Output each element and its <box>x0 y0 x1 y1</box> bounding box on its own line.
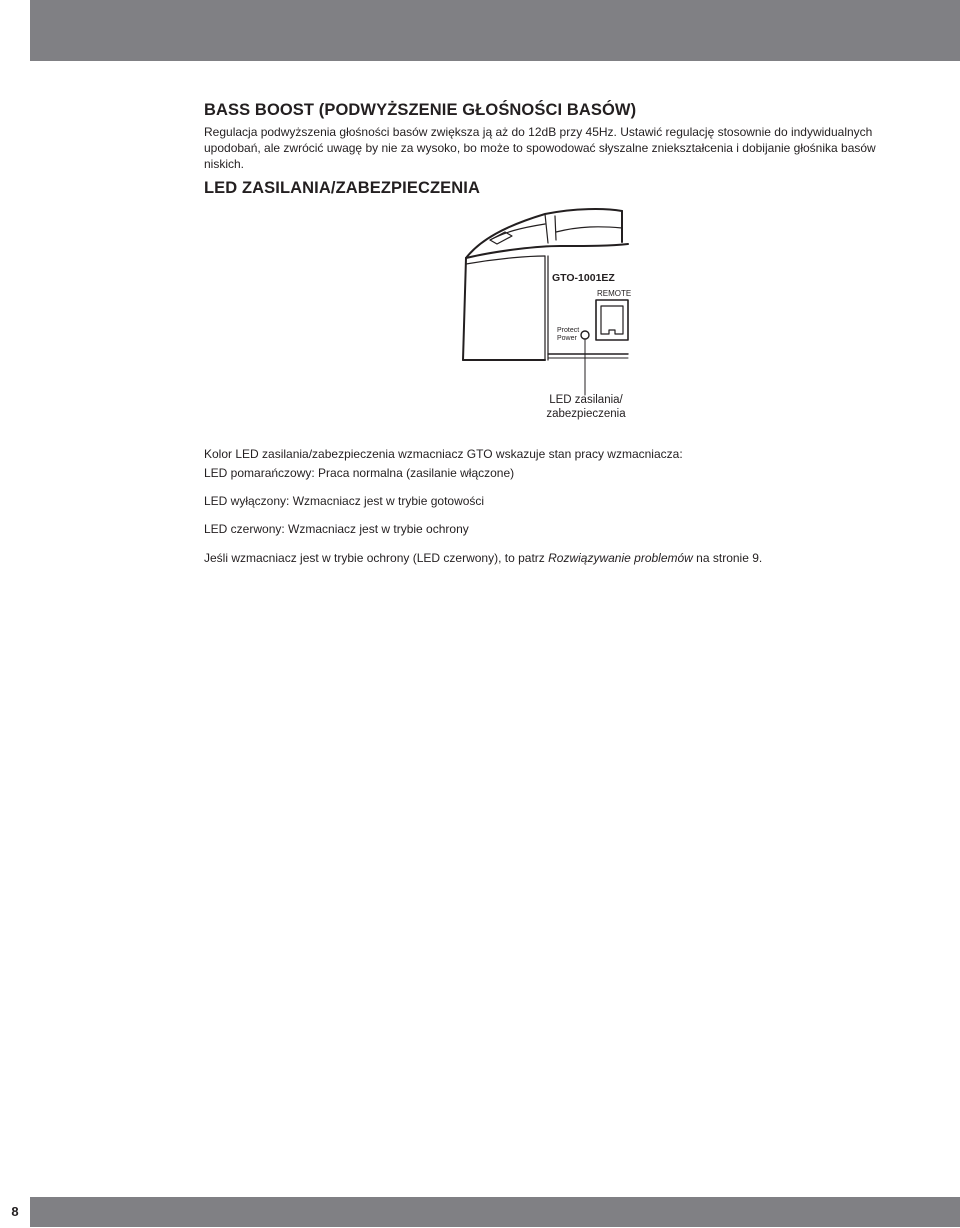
protect-note-before: Jeśli wzmacniacz jest w trybie ochrony (LED czerwony), to patrz <box>204 551 549 565</box>
led-callout-line1: LED zasilania/ <box>549 394 623 406</box>
protect-label: Protect <box>557 327 580 334</box>
header-bar <box>30 0 960 61</box>
troubleshooting-reference: Rozwiązywanie problemów <box>548 551 693 565</box>
led-state-off: LED wyłączony: Wzmacniacz jest w trybie gotowości <box>204 494 485 508</box>
model-label: GTO-1001EZ <box>552 272 615 284</box>
footer-bar <box>30 1197 960 1227</box>
remote-label: REMOTE <box>597 289 632 298</box>
led-description: Kolor LED zasilania/zabezpieczenia wzmacniacz GTO wskazuje stan pracy wzmacniacza: <box>204 447 683 461</box>
power-label: Power <box>557 335 577 342</box>
protect-note-after: na stronie 9. <box>692 551 763 565</box>
led-callout-label <box>536 393 636 421</box>
amplifier-illustration <box>440 200 640 420</box>
led-state-red: LED czerwony: Wzmacniacz jest w trybie ochrony <box>204 522 469 536</box>
led-callout-line2: zabezpieczenia <box>546 408 626 420</box>
page-number: 8 <box>11 1204 19 1219</box>
bass-boost-text: Regulacja podwyższenia głośności basów zwiększa ją aż do 12dB przy 45Hz. Ustawić regulację stosownie do indywidualnych upodobań, ale zwrócić uwagę by nie za wysoko, bo może to spowodować słyszalne zniekształcenia i dobijanie głośnika basów niskich. <box>204 125 876 171</box>
protect-note <box>204 550 924 566</box>
led-state-orange: LED pomarańczowy: Praca normalna (zasilanie włączone) <box>204 466 515 480</box>
bass-boost-heading: BASS BOOST (PODWYŻSZENIE GŁOŚNOŚCI BASÓW) <box>204 101 637 119</box>
led-heading: LED ZASILANIA/ZABEZPIECZENIA <box>204 179 480 197</box>
